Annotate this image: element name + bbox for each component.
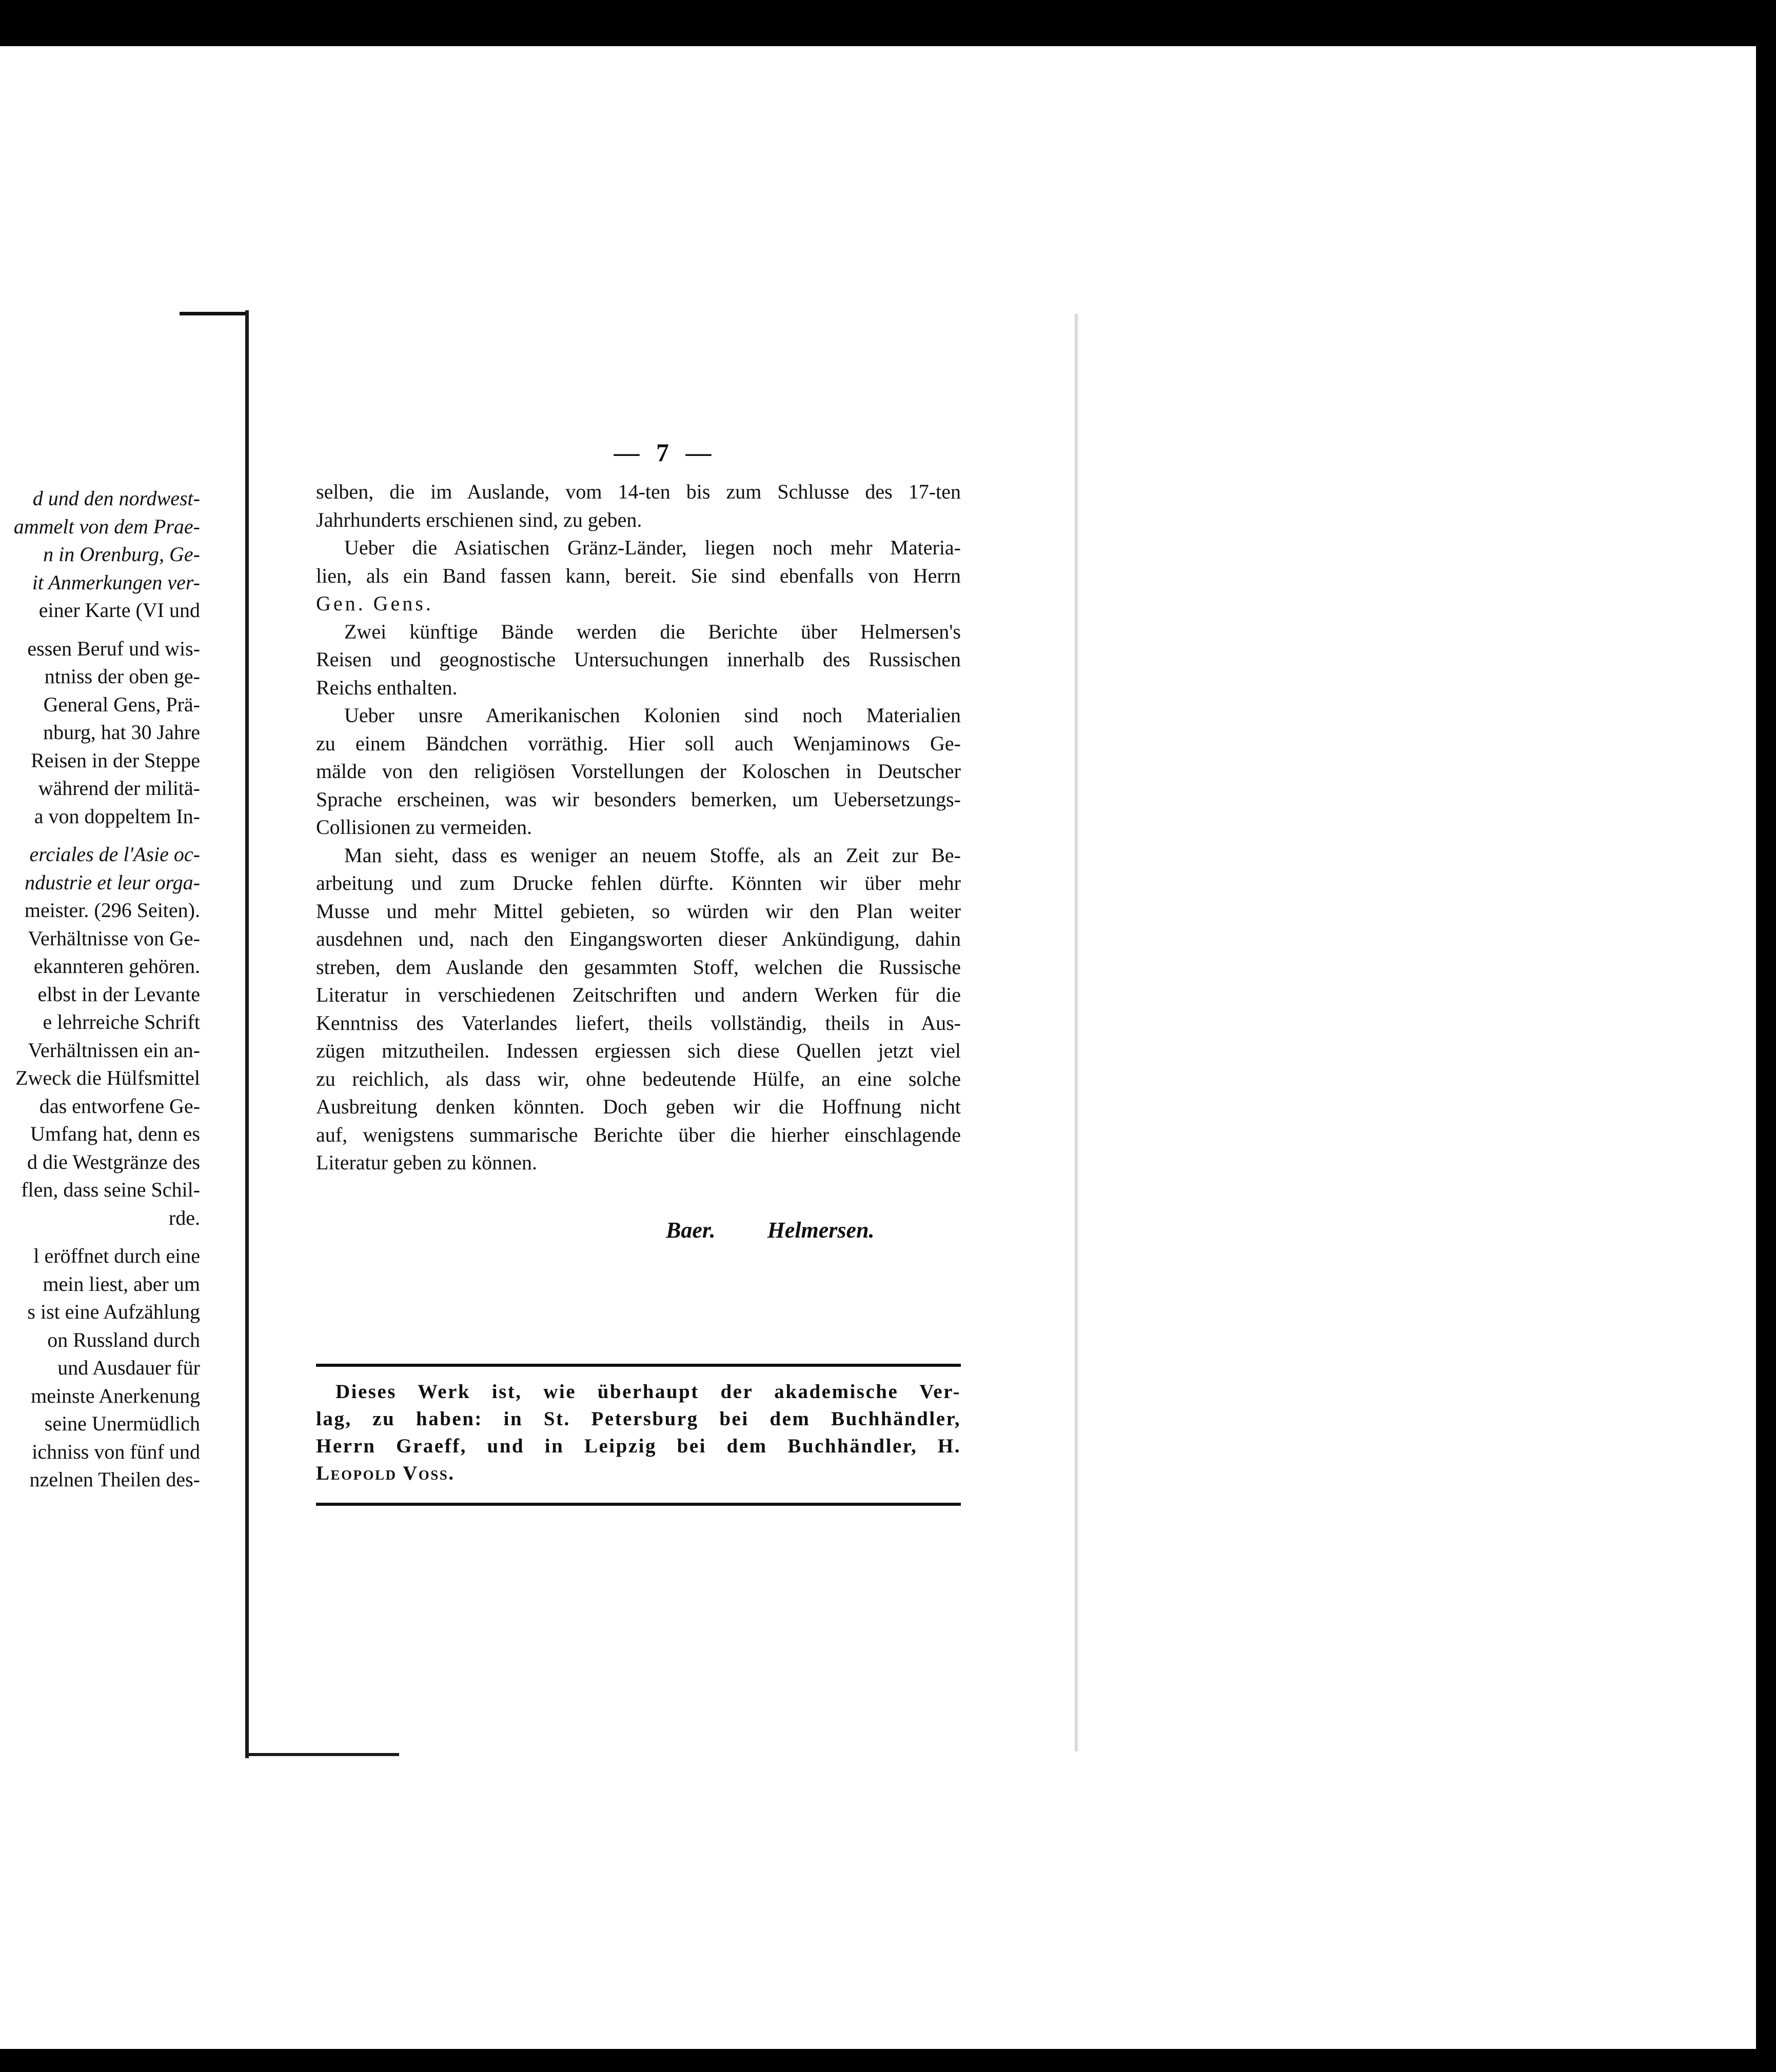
previous-page-line: ntniss der oben ge- bbox=[44, 665, 200, 688]
text-line: Ausbreitung denken könnten. Doch geben wir die Hoffnung nicht bbox=[316, 1095, 961, 1118]
previous-page-line: elbst in der Levante bbox=[37, 982, 200, 1006]
text-line: Collisionen zu vermeiden. bbox=[316, 815, 532, 839]
body-text bbox=[316, 478, 961, 1177]
notice-line: Herrn Graeff, und in Leipzig bei dem Buchhändler, H. bbox=[316, 1435, 961, 1457]
text-line: lien, als ein Band fassen kann, bereit. Sie sind ebenfalls von Herrn bbox=[316, 564, 961, 587]
previous-page-line: on Russland durch bbox=[47, 1328, 200, 1351]
previous-page-line: e lehrreiche Schrift bbox=[43, 1010, 200, 1033]
paragraph-gap bbox=[0, 625, 200, 635]
text-line: Reisen und geognostische Untersuchungen innerhalb des Russischen bbox=[316, 648, 961, 671]
text-line: Literatur in verschiedenen Zeitschriften und andern Werken für die bbox=[316, 983, 961, 1006]
previous-page-line: mein liest, aber um bbox=[43, 1272, 200, 1296]
paragraph-1 bbox=[316, 478, 961, 534]
previous-page-line: meinste Anerkenung bbox=[31, 1384, 200, 1407]
previous-page-line: meister. (296 Seiten). bbox=[24, 899, 200, 922]
text-line: streben, dem Auslande den gesammten Stoff, welchen die Russische bbox=[316, 955, 961, 979]
text-line: Musse und mehr Mittel gebieten, so würden wir den Plan weiter bbox=[316, 899, 961, 923]
text-line: Ueber die Asiatischen Gränz-Länder, liegen noch mehr Materia- bbox=[344, 536, 961, 559]
text-line: Sprache erscheinen, was wir besonders bemerken, um Uebersetzungs- bbox=[316, 787, 961, 811]
previous-page-line: Verhältnissen ein an- bbox=[28, 1038, 200, 1062]
gutter-rule bbox=[245, 310, 249, 1758]
previous-page-line: n in Orenburg, Ge- bbox=[43, 543, 200, 566]
previous-page-text bbox=[0, 485, 200, 1494]
previous-page-line: it Anmerkungen ver- bbox=[32, 570, 200, 594]
text-line: Kenntniss des Vaterlandes liefert, theils vollständig, theils in Aus- bbox=[316, 1011, 961, 1034]
previous-page-line: essen Beruf und wis- bbox=[27, 636, 200, 660]
previous-page-line: nburg, hat 30 Jahre bbox=[43, 721, 200, 744]
text-line: Gen. Gens. bbox=[316, 592, 433, 615]
text-line: Ueber unsre Amerikanischen Kolonien sind noch Materialien bbox=[344, 704, 961, 727]
paragraph-3 bbox=[316, 618, 961, 702]
previous-page-line: ndustrie et leur orga- bbox=[25, 870, 200, 894]
signature-helmersen: Helmersen. bbox=[767, 1218, 875, 1243]
previous-page-line: Umfang hat, denn es bbox=[30, 1122, 200, 1145]
signatures bbox=[666, 1215, 974, 1246]
text-line: Zwei künftige Bände werden die Berichte über Helmersen's bbox=[344, 620, 961, 643]
notice-line: Dieses Werk ist, wie überhaupt der akademische Ver- bbox=[336, 1381, 961, 1403]
previous-page-line: einer Karte (VI und bbox=[38, 599, 200, 622]
previous-page-line: s ist eine Aufzählung bbox=[27, 1300, 200, 1323]
text-line: Man sieht, dass es weniger an neuem Stoffe, als an Zeit zur Be- bbox=[344, 843, 961, 867]
scan-edge bbox=[1752, 46, 1756, 2049]
gutter-bottom-rule bbox=[245, 1753, 399, 1756]
paragraph-gap bbox=[0, 830, 200, 841]
text-line: zu reichlich, als dass wir, ohne bedeutende Hülfe, an eine solche bbox=[316, 1067, 961, 1090]
page-number: — 7 — bbox=[614, 438, 717, 467]
text-line: Reichs enthalten. bbox=[316, 675, 458, 699]
previous-page-line: während der militä- bbox=[38, 776, 200, 800]
text-line: arbeitung und zum Drucke fehlen dürfte. Könnten wir über mehr bbox=[316, 871, 961, 894]
text-line: mälde von den religiösen Vorstellungen der Koloschen in Deutscher bbox=[316, 760, 961, 783]
paragraph-4 bbox=[316, 702, 961, 842]
previous-page-line: erciales de l'Asie oc- bbox=[29, 843, 200, 866]
previous-page-line: l eröffnet durch eine bbox=[33, 1244, 200, 1267]
previous-page-line: flen, dass seine Schil- bbox=[21, 1178, 200, 1201]
previous-page-line: ichniss von fünf und bbox=[32, 1440, 200, 1463]
previous-page-line: ekannteren gehören. bbox=[33, 954, 200, 978]
text-line: auf, wenigstens summarische Berichte über die hierher einschlagende bbox=[316, 1123, 961, 1146]
signature-baer: Baer. bbox=[666, 1218, 716, 1243]
previous-page-line: Zweck die Hülfsmittel bbox=[15, 1066, 200, 1089]
text-line: ausdehnen und, nach den Eingangsworten dieser Ankündigung, dahin bbox=[316, 927, 961, 950]
notice-line: Leopold Voss. bbox=[316, 1462, 455, 1484]
page bbox=[255, 314, 1077, 1751]
previous-page-line: seine Unermüdlich bbox=[44, 1412, 200, 1435]
text-line: zu einem Bändchen vorräthig. Hier soll auch Wenjaminows Ge- bbox=[316, 731, 961, 755]
paragraph-gap bbox=[0, 1232, 200, 1242]
previous-page-top-rule bbox=[180, 312, 246, 315]
previous-page-line: Verhältnisse von Ge- bbox=[28, 926, 200, 950]
paragraph-5 bbox=[316, 842, 961, 1177]
text-line: Literatur geben zu können. bbox=[316, 1151, 537, 1174]
previous-page-line: rde. bbox=[168, 1206, 200, 1229]
paragraph-2 bbox=[316, 534, 961, 618]
previous-page-line: nzelnen Theilen des- bbox=[29, 1468, 200, 1491]
text-line: selben, die im Auslande, vom 14-ten bis zum Schlusse des 17-ten bbox=[316, 480, 961, 503]
notice-bottom-rule bbox=[316, 1503, 961, 1506]
previous-page-line: und Ausdauer für bbox=[57, 1356, 200, 1379]
previous-page-line: das entworfene Ge- bbox=[39, 1094, 200, 1118]
previous-page-line: d die Westgränze des bbox=[27, 1150, 200, 1173]
text-line: zügen mitzutheilen. Indessen ergiessen sich diese Quellen jetzt viel bbox=[316, 1039, 961, 1062]
previous-page-line: General Gens, Prä- bbox=[43, 692, 200, 716]
text-line: Jahrhunderts erschienen sind, zu geben. bbox=[316, 508, 642, 531]
notice-top-rule bbox=[316, 1364, 961, 1367]
previous-page-line: ammelt von dem Prae- bbox=[13, 514, 200, 538]
previous-page-line: Reisen in der Steppe bbox=[31, 748, 200, 772]
previous-page-fragment bbox=[0, 312, 246, 1753]
notice-line: lag, zu haben: in St. Petersburg bei dem Buchhändler, bbox=[316, 1408, 961, 1430]
previous-page-line: d und den nordwest- bbox=[32, 487, 200, 510]
publisher-notice bbox=[316, 1378, 961, 1487]
previous-page-line: a von doppeltem In- bbox=[34, 804, 200, 828]
